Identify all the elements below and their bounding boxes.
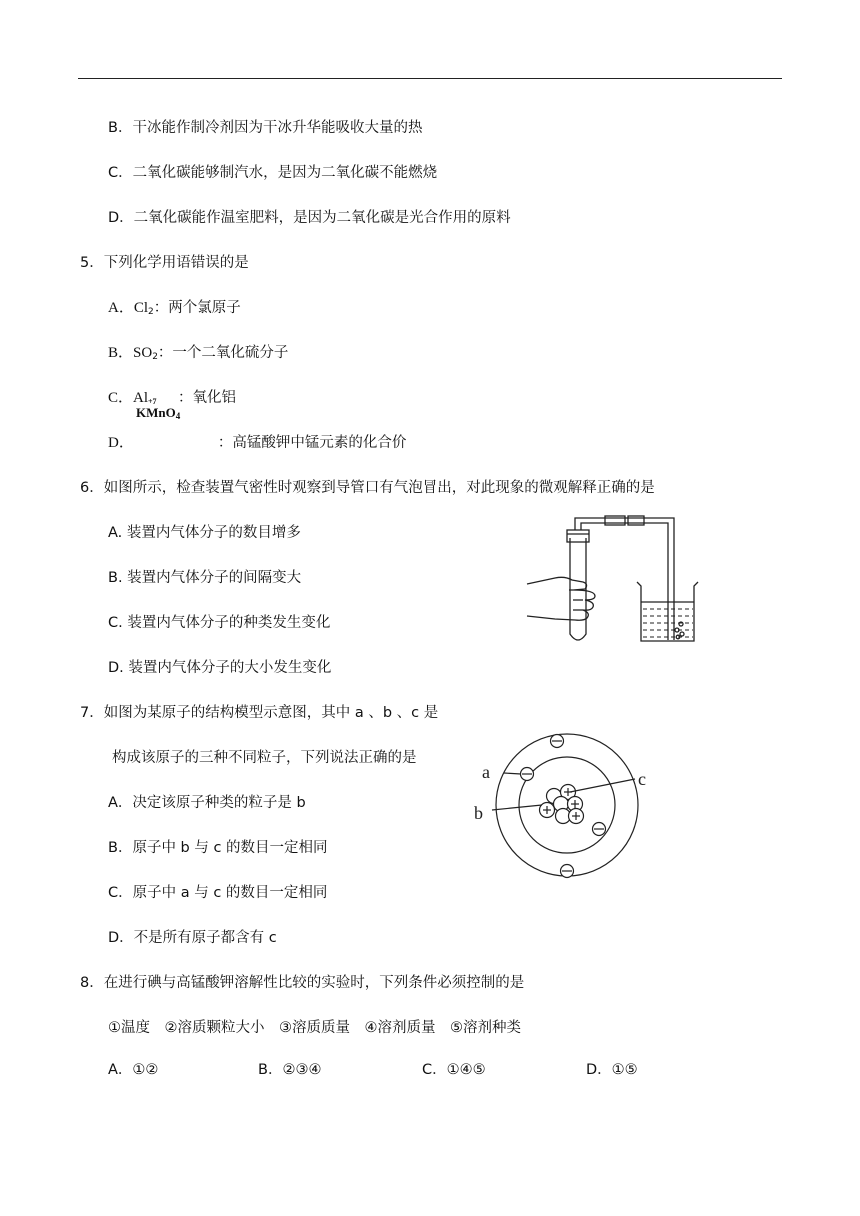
q5-option-d-formula	[136, 397, 181, 421]
q6-option-c: C. 装置内气体分子的种类发生变化	[108, 615, 331, 631]
q5-option-b-text: ：一个二氧化硫分子	[157, 345, 289, 361]
q7-stem-line2: 构成该原子的三种不同粒子，下列说法正确的是	[112, 750, 417, 766]
q5-option-d-text: ：高锰酸钾中锰元素的化合价	[217, 435, 407, 451]
q5-option-d-prefix: D．	[108, 435, 134, 451]
q6-stem: 6．如图所示，检查装置气密性时观察到导管口有气泡冒出，对此现象的微观解释正确的是	[80, 480, 655, 496]
q5-option-d-valence: +7	[148, 397, 157, 406]
q4-option-d: D．二氧化碳能作温室肥料，是因为二氧化碳是光合作用的原料	[108, 210, 511, 226]
q5-option-d-formula-sub: 4	[175, 411, 181, 421]
q5-option-c-formula: C．Al	[108, 390, 149, 406]
q5-option-a	[108, 298, 241, 318]
q6-option-a: A. 装置内气体分子的数目增多	[108, 525, 301, 541]
atom-label-a: a	[482, 762, 490, 782]
q6-option-b: B. 装置内气体分子的间隔变大	[108, 570, 302, 586]
q5-option-c-text: ：氧化铝	[178, 390, 237, 406]
q5-option-b-formula: B．SO	[108, 345, 153, 361]
q5-stem: 5．下列化学用语错误的是	[80, 255, 249, 271]
q5-option-a-formula: A．Cl	[108, 300, 149, 316]
q4-option-c: C．二氧化碳能够制汽水，是因为二氧化碳不能燃烧	[108, 165, 438, 181]
q8-option-c: C．①④⑤	[422, 1062, 486, 1078]
q7-option-d: D．不是所有原子都含有 c	[108, 930, 277, 946]
atom-structure-figure	[470, 730, 660, 885]
airtightness-apparatus-figure	[525, 510, 710, 650]
atom-label-b: b	[474, 803, 483, 823]
q8-option-a: A．①②	[108, 1062, 159, 1078]
q7-option-c: C．原子中 a 与 c 的数目一定相同	[108, 885, 328, 901]
q5-option-b	[108, 343, 288, 363]
atom-label-c: c	[638, 769, 646, 789]
q8-stem: 8．在进行碘与高锰酸钾溶解性比较的实验时，下列条件必须控制的是	[80, 975, 525, 991]
q5-option-a-text: ：两个氯原子	[153, 300, 241, 316]
q6-option-d: D. 装置内气体分子的大小发生变化	[108, 660, 332, 676]
q5-option-d	[108, 433, 406, 453]
q5-option-b-sub: 2	[152, 352, 158, 362]
header-rule	[78, 78, 782, 79]
q5-option-d-formula-main: KMnO	[136, 405, 176, 420]
q7-option-a: A．决定该原子种类的粒子是 b	[108, 795, 306, 811]
q5-option-a-sub: 2	[148, 307, 154, 317]
q8-option-b: B．②③④	[258, 1062, 322, 1078]
q8-conditions: ①温度 ②溶质颗粒大小 ③溶质质量 ④溶剂质量 ⑤溶剂种类	[108, 1020, 521, 1036]
q7-stem-line1: 7．如图为某原子的结构模型示意图，其中 a 、b 、c 是	[80, 705, 439, 721]
q8-option-d: D．①⑤	[586, 1062, 638, 1078]
q7-option-b: B．原子中 b 与 c 的数目一定相同	[108, 840, 328, 856]
q4-option-b: B．干冰能作制冷剂因为干冰升华能吸收大量的热	[108, 120, 423, 136]
